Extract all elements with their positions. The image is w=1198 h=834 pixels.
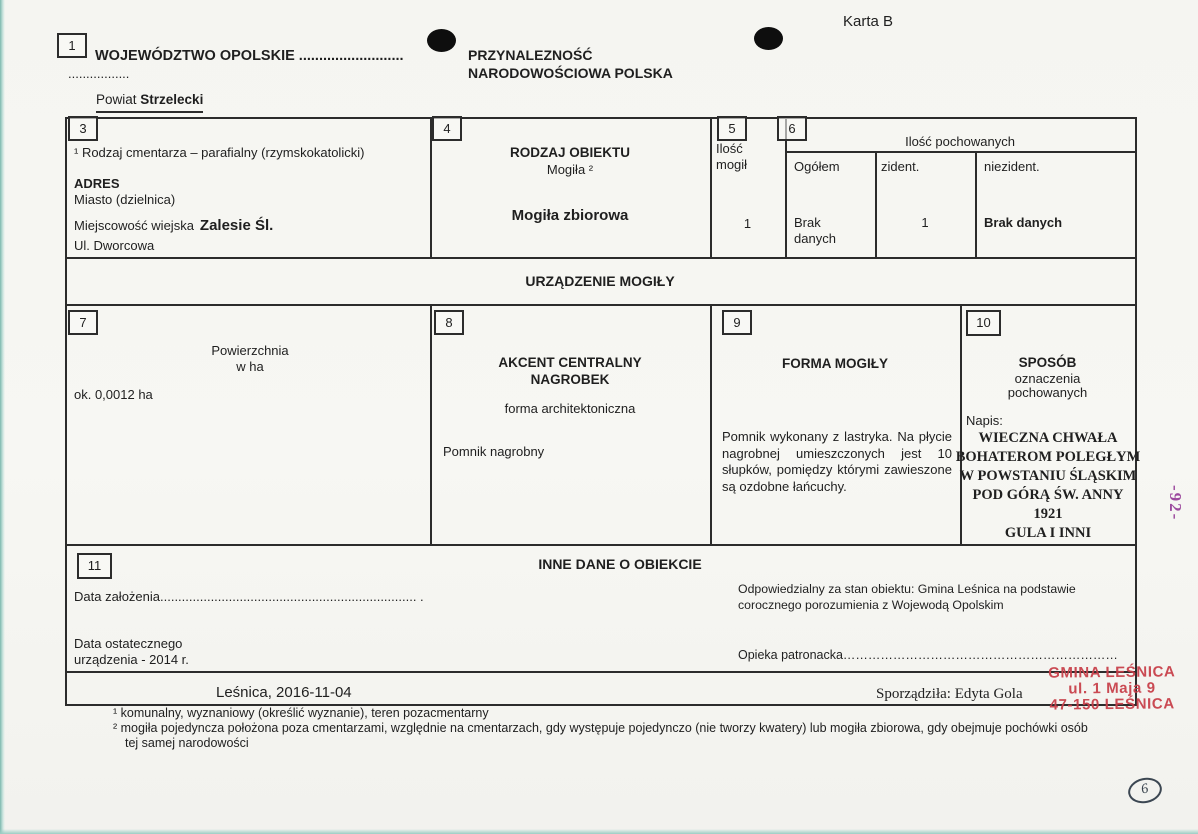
dotted-line: ................. (68, 66, 130, 81)
inscription-line: POD GÓRĄ ŚW. ANNY (972, 487, 1124, 503)
table-line (710, 304, 712, 544)
przynaleznosc-line1: PRZYNALEZNOŚĆ (468, 47, 593, 63)
val-niezident: Brak danych (984, 215, 1063, 230)
wojewodztwo-label: WOJEWÓDZTWO OPOLSKIE .......................... (95, 48, 404, 64)
val-zident: 1 (921, 215, 929, 230)
przynaleznosc-line2: NARODOWOŚCIOWA POLSKA (468, 64, 673, 81)
hole-punch-icon (427, 29, 456, 52)
rodzaj-cmentarza-text: ¹ Rodzaj cmentarza – parafialny (rzymskokatolicki) (74, 145, 365, 160)
rodzaj-obiektu-subtitle: Mogiła ² (546, 162, 594, 177)
forma-mogily-description: Pomnik wykonany z lastryka. Na płycie nagrobnej umieszczonych jest 10 słupków, pomiędzy którymi zawieszone są ozdobne łańcuchy. (722, 429, 952, 494)
table-line (65, 304, 1137, 306)
stamp-line2: ul. 1 Maja 9 (1068, 679, 1156, 698)
odpowiedzialny-text: Odpowiedzialny za stan obiektu: Gmina Leśnica na podstawie corocznego porozumienia z Wojewodą Opolskim (738, 582, 1076, 612)
val-ogolem-line2: danych (794, 231, 836, 247)
powierzchnia-line2: w ha (236, 359, 264, 375)
akcent-subtitle: forma architektoniczna (504, 401, 636, 416)
table-line (65, 671, 1137, 673)
field-number-3: 3 (68, 116, 98, 141)
powiat-field (96, 92, 203, 113)
inscription-line: 1921 (1033, 506, 1063, 522)
ilosc-pochowanych-title: Ilość pochowanych (905, 134, 1015, 149)
field-number-4: 4 (432, 116, 462, 141)
place-date: Leśnica, 2016-11-04 (216, 684, 352, 701)
opieka-patronacka-field: Opieka patronacka………………………………………………………… (738, 648, 1118, 662)
ilosc-mogil-label (716, 141, 747, 174)
val-ogolem-line1: Brak (794, 215, 821, 230)
napis-label: Napis: (966, 413, 1003, 428)
table-line (875, 151, 877, 257)
table-line (65, 257, 1137, 259)
footnote-2: ² mogiła pojedyncza położona poza cmentarzami, względnie na cmentarzach, gdy występuje pojedynczo (nie tworzy kwatery) lub mogiła zbiorowa, gdy obejmuje pochówki osób tej samej narodowości (113, 721, 1088, 750)
table-line (65, 117, 67, 706)
table-line (975, 151, 977, 257)
miasto-label: Miasto (dzielnica) (74, 192, 176, 207)
table-line (710, 117, 712, 257)
val-ogolem (794, 215, 836, 248)
urzadzenie-mogily-title: URZĄDZENIE MOGIŁY (525, 273, 675, 289)
inscription-line: BOHATEROM POLEGŁYM (955, 449, 1141, 465)
table-line (1135, 117, 1137, 706)
akcent-title (430, 355, 710, 389)
table-line (785, 151, 1135, 153)
powierzchnia-value: ok. 0,0012 ha (74, 387, 153, 402)
inne-dane-title: INNE DANE O OBIEKCIE (538, 556, 702, 572)
powierzchnia-label (155, 343, 345, 376)
field-number-10: 10 (966, 310, 1001, 336)
col-niezident: niezident. (984, 159, 1040, 174)
ulica-value: Ul. Dworcowa (74, 238, 155, 253)
sposob-subtitle2: pochowanych (1007, 385, 1088, 400)
powiat-value: Strzelecki (140, 92, 204, 107)
stamp-line1: GMINA LEŚNICA (1048, 663, 1176, 682)
field-number-8: 8 (434, 310, 464, 335)
stamp-line3: 47-150 LEŚNICA (1049, 695, 1175, 714)
inscription-line: GULA I INNI (1004, 525, 1092, 541)
field-number-11: 11 (77, 553, 112, 579)
miejscowosc-value: Zalesie Śl. (199, 217, 274, 234)
ilosc-mogil-line2: mogił (716, 157, 748, 173)
miejscowosc-field (74, 217, 273, 236)
rodzaj-obiektu-value: Mogiła zbiorowa (511, 207, 629, 224)
ilosc-mogil-value: 1 (743, 216, 752, 231)
gmina-lesnica-stamp (1028, 664, 1196, 714)
handwritten-circled-number: 6 (1126, 775, 1164, 807)
akcent-value: Pomnik nagrobny (443, 444, 545, 459)
col-zident: zident. (881, 159, 920, 174)
field-number-5: 5 (717, 116, 747, 141)
col-ogolem: Ogółem (794, 159, 840, 174)
author-signature: Sporządziła: Edyta Gola (876, 686, 1023, 702)
inscription-line: W POWSTANIU ŚLĄSKIM (959, 468, 1137, 484)
rodzaj-obiektu-title: RODZAJ OBIEKTU (509, 145, 630, 160)
field-number-7: 7 (68, 310, 98, 335)
miejscowosc-label: Miejscowość wiejska (74, 218, 194, 233)
field-number-9: 9 (722, 310, 752, 335)
scan-edge-left (0, 0, 5, 834)
field-number-6: 6 (777, 116, 807, 141)
table-line (65, 544, 1137, 546)
footnote-1: ¹ komunalny, wyznaniowy (określić wyznanie), teren pozacmentarny (113, 706, 489, 720)
sposob-title: SPOSÓB (1018, 355, 1077, 370)
data-ostatecznego-line1: Data ostatecznego (74, 636, 183, 651)
sposob-subtitle1: oznaczenia (1014, 371, 1081, 386)
scan-edge-bottom (0, 829, 1198, 834)
powierzchnia-line1: Powierzchnia (211, 343, 289, 358)
data-ostatecznego-line2: urządzenia - 2014 r. (74, 652, 189, 668)
przynaleznosc-title (468, 47, 673, 82)
karta-label: Karta B (843, 13, 894, 30)
field-number-1: 1 (57, 33, 87, 58)
inscription-line: WIECZNA CHWAŁA (978, 430, 1118, 446)
table-line (430, 304, 432, 544)
akcent-title-line2: NAGROBEK (530, 371, 610, 387)
inscription (953, 429, 1143, 543)
powiat-label: Powiat (96, 92, 141, 107)
data-ostatecznego-field (74, 636, 189, 669)
data-zalozenia-field: Data założenia....................................................................... . (74, 589, 424, 604)
handwritten-page-number: -92- (1166, 485, 1185, 522)
ilosc-mogil-line1: Ilość (716, 141, 743, 156)
akcent-title-line1: AKCENT CENTRALNY (498, 355, 642, 370)
forma-mogily-title: FORMA MOGIŁY (782, 356, 888, 371)
adres-label: ADRES (74, 176, 120, 191)
table-line (65, 117, 1137, 119)
hole-punch-icon (754, 27, 783, 50)
